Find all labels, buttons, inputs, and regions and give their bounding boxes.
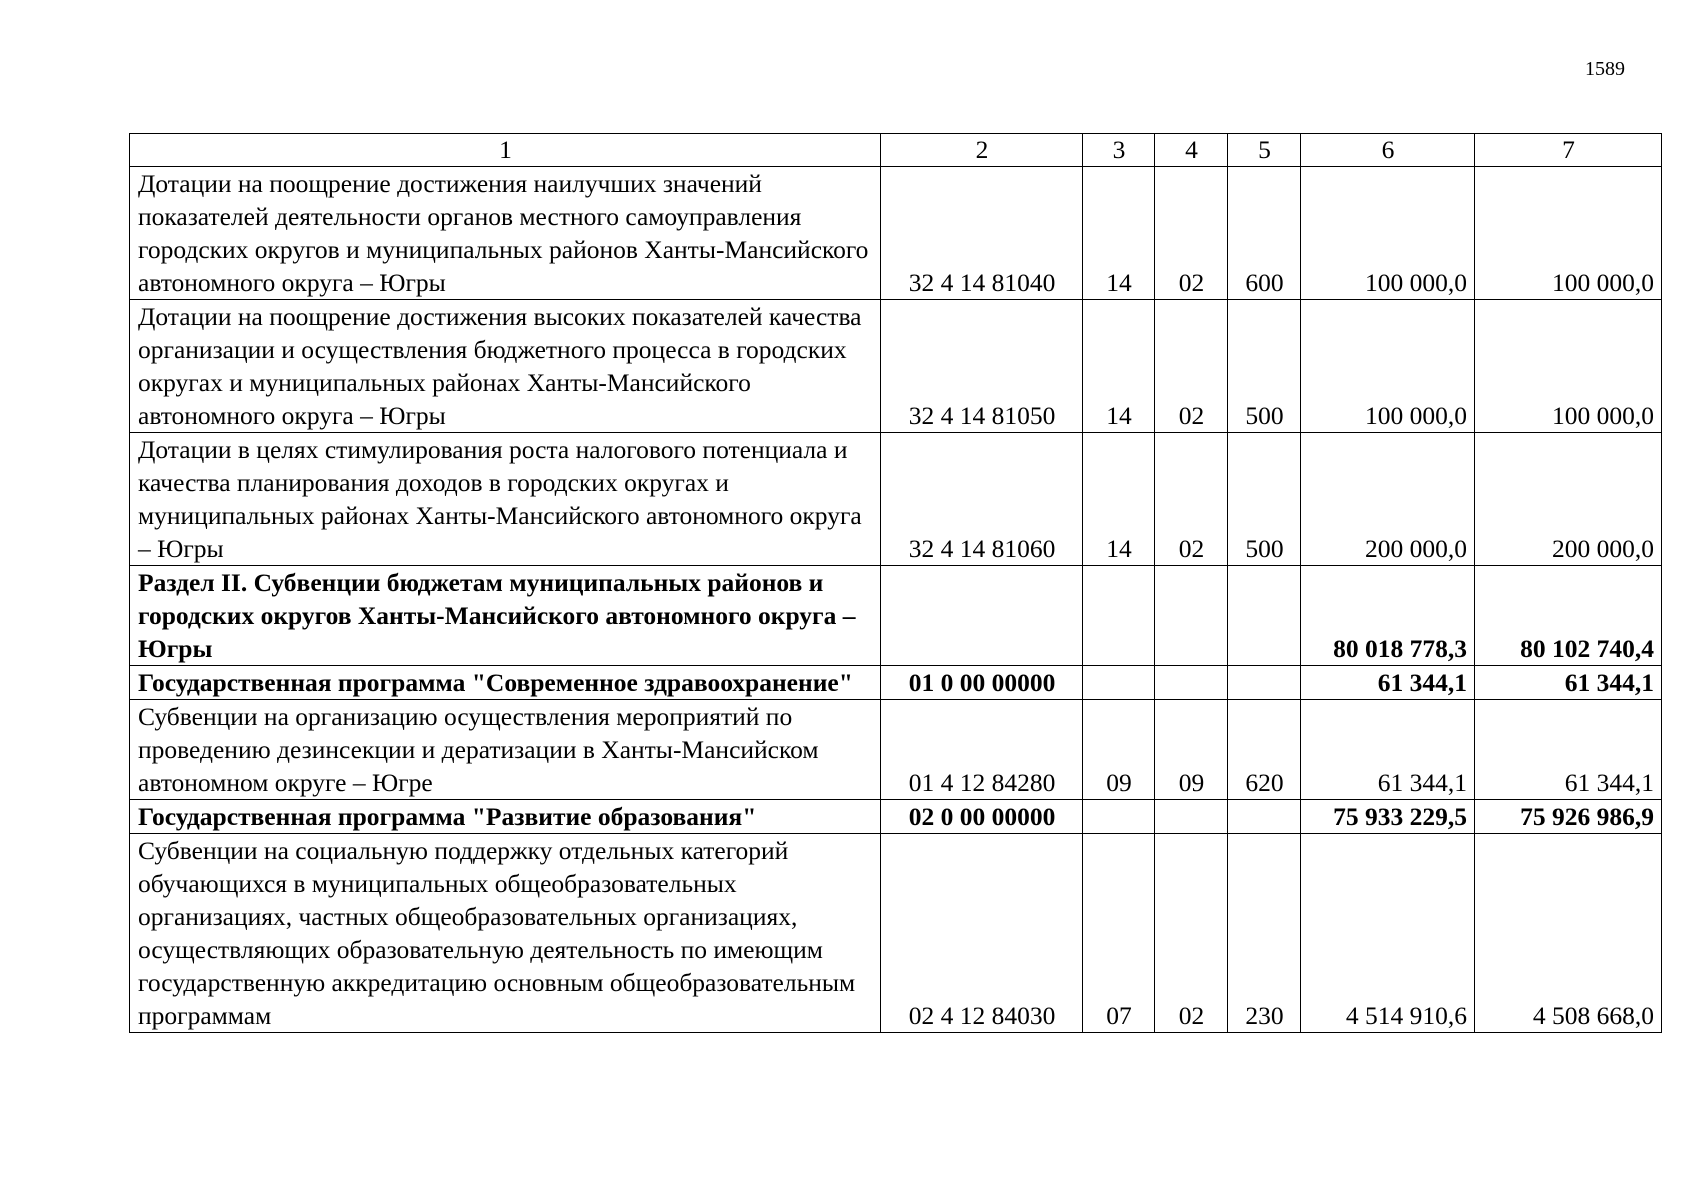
row-amount-year1-cell: 4 514 910,6: [1301, 834, 1475, 1033]
column-header: 7: [1475, 134, 1662, 167]
row-name-cell: Дотации на поощрение достижения высоких показателей качества организации и осуществления бюджетного процесса в городских округах и муниципальных районах Ханты-Мансийского автономного округа – Югры: [130, 300, 881, 433]
row-amount-year1-cell: 80 018 778,3: [1301, 566, 1475, 666]
row-amount-year2-cell: 80 102 740,4: [1475, 566, 1662, 666]
column-header-row: [130, 134, 1662, 167]
row-section-cell: 14: [1083, 433, 1155, 566]
row-code-cell: 02 4 12 84030: [881, 834, 1083, 1033]
row-code-cell: [881, 566, 1083, 666]
table-row: [130, 167, 1662, 300]
row-section-cell: [1083, 566, 1155, 666]
row-subsection-cell: 02: [1155, 167, 1228, 300]
row-code-cell: 32 4 14 81060: [881, 433, 1083, 566]
row-expense-type-cell: [1228, 800, 1301, 834]
row-code-cell: 02 0 00 00000: [881, 800, 1083, 834]
row-code-cell: 32 4 14 81040: [881, 167, 1083, 300]
row-section-cell: [1083, 666, 1155, 700]
row-code-cell: 01 4 12 84280: [881, 700, 1083, 800]
page-number: 1589: [1585, 58, 1625, 80]
row-name-cell: Дотации на поощрение достижения наилучших значений показателей деятельности органов местного самоуправления городских округов и муниципальных районов Ханты-Мансийского автономного округа – Югры: [130, 167, 881, 300]
row-expense-type-cell: 620: [1228, 700, 1301, 800]
column-header: 6: [1301, 134, 1475, 167]
row-code-cell: 32 4 14 81050: [881, 300, 1083, 433]
row-subsection-cell: [1155, 566, 1228, 666]
table-row: [130, 566, 1662, 666]
row-name-cell: Субвенции на организацию осуществления мероприятий по проведению дезинсекции и дератизации в Ханты-Мансийском автономном округе – Югре: [130, 700, 881, 800]
row-amount-year1-cell: 100 000,0: [1301, 300, 1475, 433]
column-header: 5: [1228, 134, 1301, 167]
row-amount-year1-cell: 61 344,1: [1301, 700, 1475, 800]
column-header: 2: [881, 134, 1083, 167]
column-header: 4: [1155, 134, 1228, 167]
column-header: 1: [130, 134, 881, 167]
row-subsection-cell: 02: [1155, 300, 1228, 433]
row-amount-year1-cell: 100 000,0: [1301, 167, 1475, 300]
row-expense-type-cell: 230: [1228, 834, 1301, 1033]
row-section-cell: 09: [1083, 700, 1155, 800]
row-amount-year2-cell: 200 000,0: [1475, 433, 1662, 566]
table-row: [130, 700, 1662, 800]
row-amount-year2-cell: 61 344,1: [1475, 700, 1662, 800]
row-name-cell: Государственная программа "Современное здравоохранение": [130, 666, 881, 700]
row-amount-year2-cell: 75 926 986,9: [1475, 800, 1662, 834]
row-amount-year1-cell: 200 000,0: [1301, 433, 1475, 566]
row-code-cell: 01 0 00 00000: [881, 666, 1083, 700]
row-name-cell: Государственная программа "Развитие образования": [130, 800, 881, 834]
row-expense-type-cell: [1228, 566, 1301, 666]
row-name-cell: Субвенции на социальную поддержку отдельных категорий обучающихся в муниципальных общеобразовательных организациях, частных общеобразовательных организациях, осуществляющих образовательную деятельность по имеющим государственную аккредитацию основным общеобразовательным программам: [130, 834, 881, 1033]
row-amount-year2-cell: 100 000,0: [1475, 167, 1662, 300]
row-subsection-cell: [1155, 800, 1228, 834]
row-name-cell: Раздел II. Субвенции бюджетам муниципальных районов и городских округов Ханты-Мансийского автономного округа – Югры: [130, 566, 881, 666]
row-subsection-cell: 09: [1155, 700, 1228, 800]
row-amount-year2-cell: 100 000,0: [1475, 300, 1662, 433]
column-header: 3: [1083, 134, 1155, 167]
row-subsection-cell: 02: [1155, 834, 1228, 1033]
row-amount-year2-cell: 61 344,1: [1475, 666, 1662, 700]
row-subsection-cell: 02: [1155, 433, 1228, 566]
row-section-cell: 07: [1083, 834, 1155, 1033]
row-amount-year2-cell: 4 508 668,0: [1475, 834, 1662, 1033]
row-expense-type-cell: [1228, 666, 1301, 700]
row-amount-year1-cell: 61 344,1: [1301, 666, 1475, 700]
table-row: [130, 834, 1662, 1033]
table-row: [130, 800, 1662, 834]
table-row: [130, 666, 1662, 700]
row-name-cell: Дотации в целях стимулирования роста налогового потенциала и качества планирования доходов в городских округах и муниципальных районах Ханты-Мансийского автономного округа – Югры: [130, 433, 881, 566]
row-subsection-cell: [1155, 666, 1228, 700]
row-expense-type-cell: 500: [1228, 300, 1301, 433]
row-section-cell: [1083, 800, 1155, 834]
row-expense-type-cell: 500: [1228, 433, 1301, 566]
row-expense-type-cell: 600: [1228, 167, 1301, 300]
row-section-cell: 14: [1083, 167, 1155, 300]
row-amount-year1-cell: 75 933 229,5: [1301, 800, 1475, 834]
table-row: [130, 433, 1662, 566]
table-row: [130, 300, 1662, 433]
budget-table: [129, 133, 1662, 1033]
row-section-cell: 14: [1083, 300, 1155, 433]
